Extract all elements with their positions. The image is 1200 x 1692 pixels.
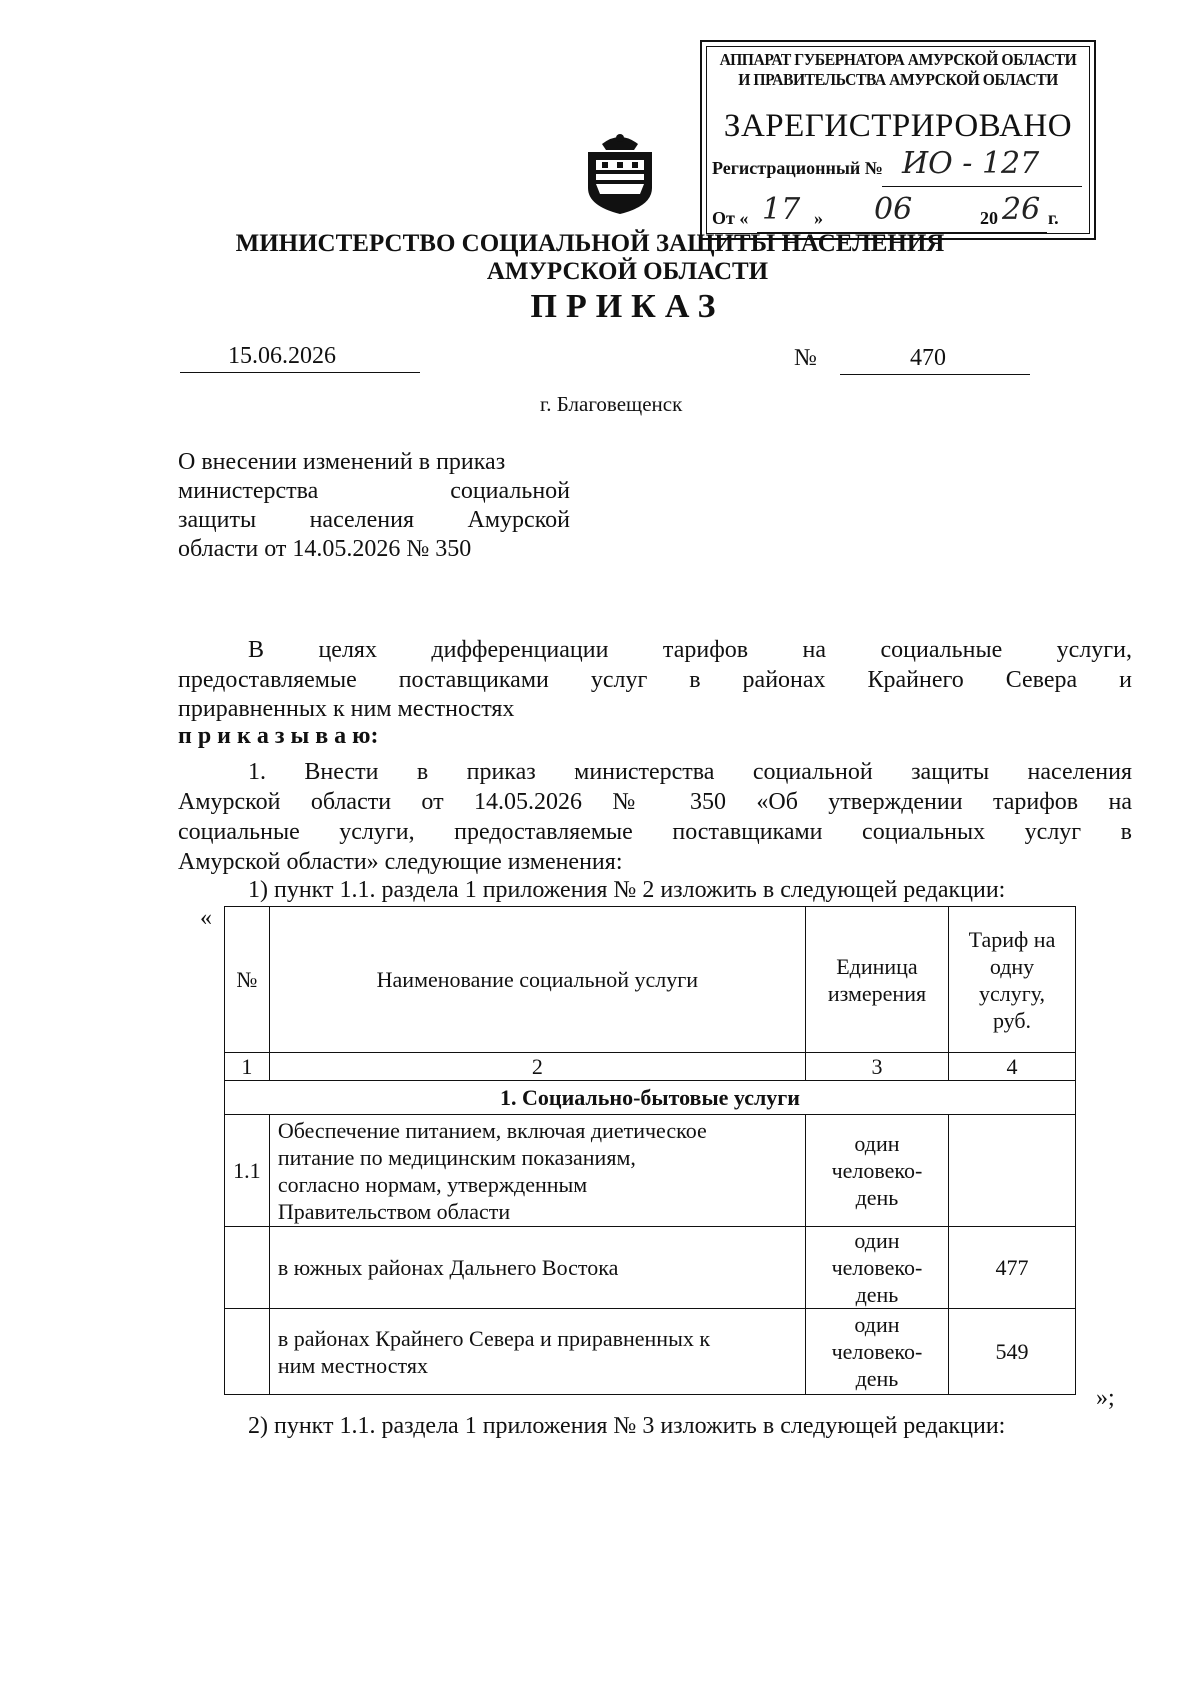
coat-of-arms-icon [582, 130, 658, 216]
header-name: Наименование социальной услуги [269, 907, 805, 1053]
stamp-date-year-end: г. [1048, 208, 1059, 228]
row-name [269, 1115, 805, 1227]
stamp-date-year-suffix: 26 [1002, 192, 1041, 227]
stamp-reg-number-line [882, 186, 1082, 187]
colnum-3: 3 [805, 1053, 948, 1081]
row-name [269, 1309, 805, 1395]
header-tariff-line3: услугу, [978, 980, 1046, 1006]
row-unit-line: один [854, 1131, 900, 1156]
quote-open: « [200, 905, 212, 931]
subject-line3: защиты населения Амурской [178, 507, 570, 533]
subject-line1: О внесении изменений в приказ [178, 449, 506, 475]
ministry-name-line2: АМУРСКОЙ ОБЛАСТИ [486, 258, 769, 285]
subject-line4: области от 14.05.2026 № 350 [178, 536, 472, 562]
header-tariff-line2: одну [989, 953, 1035, 979]
document-type-title: ПРИКАЗ [530, 288, 725, 325]
row-name-line: питание по медицинским показаниям, [277, 1144, 636, 1170]
body-p2-line1: 1. Внести в приказ министерства социальной защиты населения [248, 759, 1132, 785]
colnum-2: 2 [269, 1053, 805, 1081]
city: г. Благовещенск [540, 392, 683, 416]
quote-close: »; [1096, 1385, 1115, 1411]
subject-line2-b: социальной [450, 478, 570, 504]
order-number: 470 [910, 345, 946, 371]
row-tariff: 477 [949, 1227, 1076, 1309]
row-tariff [949, 1115, 1076, 1227]
order-subject [178, 448, 570, 564]
row-unit [805, 1309, 948, 1395]
stamp-reg-number-label: Регистрационный № [712, 158, 883, 178]
row-unit-line: один [854, 1228, 900, 1253]
stamp-registered: ЗАРЕГИСТРИРОВАНО [723, 108, 1073, 144]
order-word: п р и к а з ы в а ю: [178, 723, 379, 749]
row-unit-line: человеко- [831, 1158, 923, 1183]
registration-stamp [700, 40, 1096, 240]
header-tariff [949, 907, 1076, 1053]
row-tariff: 549 [949, 1309, 1076, 1395]
stamp-org-line2: И ПРАВИТЕЛЬСТВА АМУРСКОЙ ОБЛАСТИ [738, 70, 1058, 89]
row-name-line: Обеспечение питанием, включая диетическое [277, 1117, 707, 1143]
stamp-date-sep: » [814, 208, 823, 228]
ministry-name-line1: МИНИСТЕРСТВО СОЦИАЛЬНОЙ ЗАЩИТЫ НАСЕЛЕНИЯ [235, 230, 945, 257]
row-num: 1.1 [225, 1115, 270, 1227]
table-colnum-row [225, 1053, 1076, 1081]
stamp-date-day: 17 [762, 192, 801, 227]
row-num [225, 1227, 270, 1309]
row-unit-line: человеко- [831, 1339, 923, 1364]
body-item2: 2) пункт 1.1. раздела 1 приложения № 3 изложить в следующей редакции: [248, 1413, 1006, 1439]
header-tariff-line1: Тариф на [968, 926, 1056, 952]
row-unit [805, 1115, 948, 1227]
colnum-1: 1 [225, 1053, 270, 1081]
order-number-line [840, 374, 1030, 375]
header-num: № [225, 907, 270, 1053]
header-unit-line2: измерения [827, 980, 927, 1006]
body-p1-line3: приравненных к ним местностях [178, 696, 515, 722]
header-unit [805, 907, 948, 1053]
body-p1-line1: В целях дифференциации тарифов на социальные услуги, [248, 637, 1132, 663]
row-unit [805, 1227, 948, 1309]
table-header-row [225, 907, 1076, 1053]
subject-line2-a: министерства [178, 478, 319, 504]
row-unit-line: день [855, 1282, 899, 1307]
order-date: 15.06.2026 [228, 343, 336, 369]
body-p2-line3: социальные услуги, предоставляемые поставщиками социальных услуг в [178, 819, 1132, 845]
stamp-date-year-prefix: 20 [980, 208, 998, 228]
row-name-line: ним местностях [277, 1352, 428, 1378]
stamp-date-label: От « [712, 208, 749, 228]
row-unit-line: один [854, 1312, 900, 1337]
subject-line2 [178, 477, 570, 506]
row-name-line: в южных районах Дальнего Востока [277, 1255, 619, 1280]
section-title: 1. Социально-бытовые услуги [225, 1081, 1076, 1115]
body-p1-line2: предоставляемые поставщиками услуг в районах Крайнего Севера и [178, 667, 1132, 693]
row-name-line: согласно нормам, утвержденным [277, 1171, 588, 1197]
table-row [225, 1227, 1076, 1309]
order-number-label: № [794, 345, 817, 371]
header-tariff-line4: руб. [992, 1007, 1032, 1033]
row-name-line: Правительством области [277, 1198, 511, 1224]
body-p2-line4: Амурской области» следующие изменения: [178, 849, 623, 875]
tariff-table [224, 906, 1076, 1395]
table-row [225, 1309, 1076, 1395]
row-name-line: в районах Крайнего Севера и приравненных к [277, 1325, 711, 1351]
row-unit-line: человеко- [831, 1255, 923, 1280]
stamp-org-line1: АППАРАТ ГУБЕРНАТОРА АМУРСКОЙ ОБЛАСТИ [719, 50, 1077, 69]
body-item1: 1) пункт 1.1. раздела 1 приложения № 2 изложить в следующей редакции: [248, 877, 1006, 903]
header-unit-line1: Единица [836, 953, 918, 979]
stamp-date-month: 06 [874, 192, 913, 227]
table-row [225, 1115, 1076, 1227]
colnum-4: 4 [949, 1053, 1076, 1081]
row-unit-line: день [855, 1366, 899, 1391]
row-name [269, 1227, 805, 1309]
body-p2-line2: Амурской области от 14.05.2026 № 350 «Об утверждении тарифов на [178, 789, 1132, 815]
table-section-row [225, 1081, 1076, 1115]
stamp-reg-number-value: ИО - 127 [902, 146, 1040, 181]
row-unit-line: день [855, 1185, 899, 1210]
row-num [225, 1309, 270, 1395]
order-date-line [180, 372, 420, 373]
